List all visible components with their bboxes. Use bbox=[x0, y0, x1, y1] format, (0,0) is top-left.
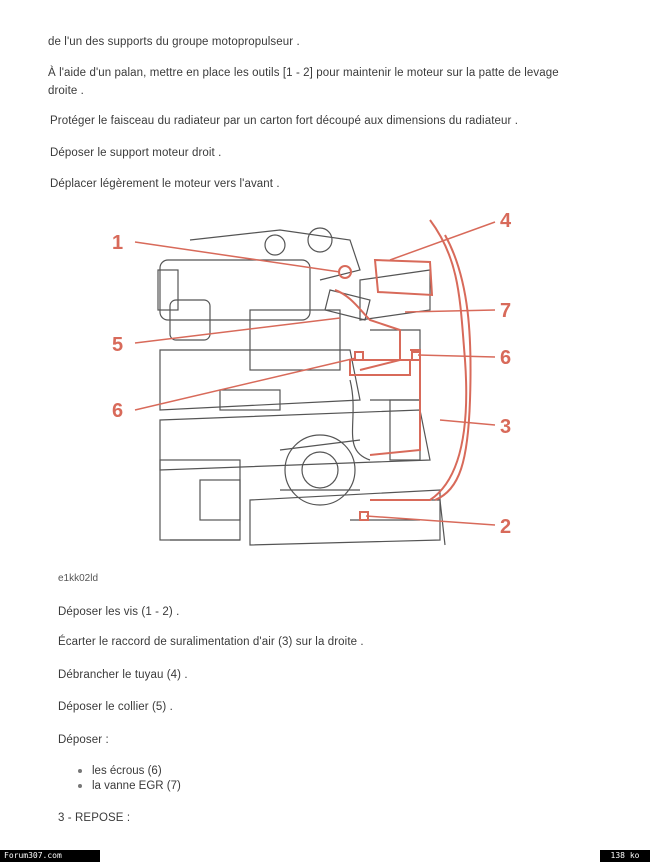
text-line: Débrancher le tuyau (4) . bbox=[58, 669, 188, 681]
list-item-text: les écrous (6) bbox=[92, 765, 162, 777]
text-line: À l'aide d'un palan, mettre en place les outils [1 - 2] pour maintenir le moteur sur la patte de levage bbox=[48, 67, 559, 79]
engine-drawing bbox=[158, 228, 445, 545]
leader-lines bbox=[135, 222, 495, 525]
text-line: Protéger le faisceau du radiateur par un carton fort découpé aux dimensions du radiateur . bbox=[50, 115, 518, 127]
list-item bbox=[78, 765, 162, 777]
nut-6-right-marker bbox=[412, 352, 420, 360]
footer-site-label: Forum307.com bbox=[0, 850, 100, 862]
bullet-icon bbox=[78, 784, 82, 788]
leader-6-right bbox=[418, 355, 495, 357]
screw-1-marker bbox=[339, 266, 351, 278]
callout-6-left: 6 bbox=[112, 400, 124, 422]
bullet-icon bbox=[78, 769, 82, 773]
leader-5 bbox=[135, 318, 340, 343]
callout-7: 7 bbox=[500, 300, 512, 322]
section-heading: 3 - REPOSE : bbox=[58, 812, 131, 824]
text-line: de l'un des supports du groupe motopropulseur . bbox=[48, 36, 300, 48]
footer-size-label: 138 ko bbox=[600, 850, 650, 862]
text-line: Déplacer légèrement le moteur vers l'avant . bbox=[50, 178, 280, 190]
callout-1: 1 bbox=[112, 232, 124, 254]
egr-valve-7-highlight bbox=[350, 360, 410, 375]
text-line: droite . bbox=[48, 85, 84, 97]
callout-5: 5 bbox=[112, 334, 124, 356]
text-line: Déposer : bbox=[58, 734, 109, 746]
callout-6-right: 6 bbox=[500, 347, 512, 369]
leader-4 bbox=[390, 222, 495, 260]
engine-diagram bbox=[100, 200, 540, 560]
leader-3 bbox=[440, 420, 495, 425]
pipe-4-highlight bbox=[375, 260, 432, 295]
callout-3: 3 bbox=[500, 416, 512, 438]
text-line: Déposer les vis (1 - 2) . bbox=[58, 606, 180, 618]
list-item bbox=[78, 780, 181, 792]
figure-caption: e1kk02ld bbox=[58, 573, 99, 584]
nut-6-left-marker bbox=[355, 352, 363, 360]
callout-4: 4 bbox=[500, 210, 512, 232]
highlighted-parts bbox=[335, 220, 471, 520]
list-item-text: la vanne EGR (7) bbox=[92, 780, 181, 792]
callout-2: 2 bbox=[500, 516, 512, 538]
text-line: Déposer le collier (5) . bbox=[58, 701, 173, 713]
leader-7 bbox=[405, 310, 495, 312]
text-line: Déposer le support moteur droit . bbox=[50, 147, 222, 159]
text-line: Écarter le raccord de suralimentation d'air (3) sur la droite . bbox=[58, 636, 364, 648]
